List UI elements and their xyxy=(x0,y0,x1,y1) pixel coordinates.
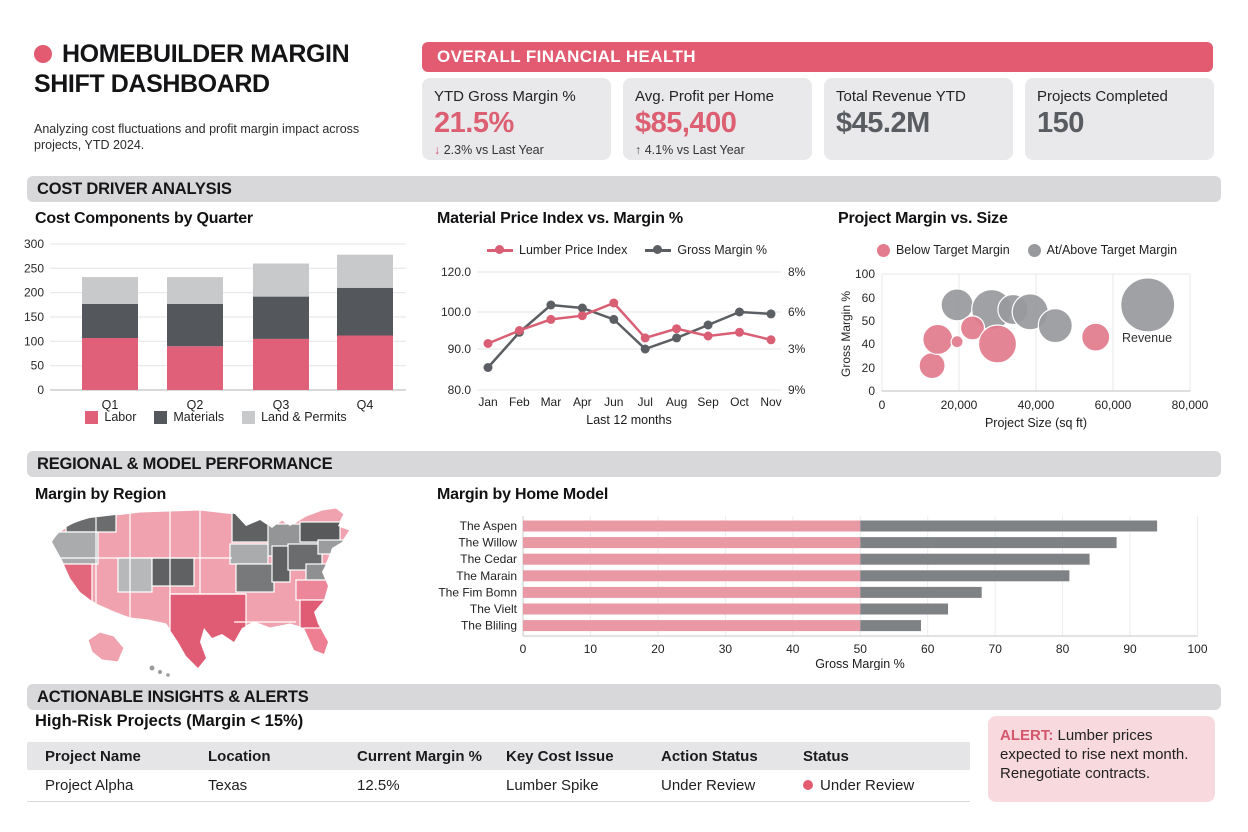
svg-text:Gross Margin %: Gross Margin % xyxy=(815,657,905,670)
svg-text:The Vielt: The Vielt xyxy=(469,602,517,616)
svg-text:Project Size (sq ft): Project Size (sq ft) xyxy=(984,416,1088,430)
svg-text:0: 0 xyxy=(37,383,44,397)
svg-text:80,000: 80,000 xyxy=(1171,398,1209,412)
table-row xyxy=(27,770,970,802)
margin-vs-size-legend: Below Target Margin At/Above Target Margin xyxy=(838,243,1216,257)
cell-current-margin: 12.5% xyxy=(357,777,400,794)
svg-text:Jun: Jun xyxy=(604,395,624,409)
kpi-delta: ↑ 4.1% vs Last Year xyxy=(635,143,745,157)
svg-text:8%: 8% xyxy=(788,265,806,279)
svg-text:Mar: Mar xyxy=(540,395,562,409)
svg-text:80: 80 xyxy=(1055,642,1070,656)
svg-text:30: 30 xyxy=(718,642,733,656)
svg-text:9%: 9% xyxy=(788,383,806,397)
svg-text:3%: 3% xyxy=(788,342,806,356)
kpi-value: $85,400 xyxy=(635,107,737,139)
chart-title-cost-components: Cost Components by Quarter xyxy=(35,210,253,227)
table-header-row xyxy=(27,742,970,770)
price-index-svg xyxy=(437,258,817,433)
col-location: Location xyxy=(208,747,271,765)
kpi-card-gross-margin xyxy=(422,78,611,160)
price-index-chart xyxy=(437,258,817,438)
svg-text:50: 50 xyxy=(853,642,867,656)
margin-vs-size-svg xyxy=(838,256,1216,434)
svg-text:Oct: Oct xyxy=(730,395,749,409)
svg-text:The Willow: The Willow xyxy=(458,535,517,550)
cell-action-status: Under Review xyxy=(661,777,756,794)
svg-text:20: 20 xyxy=(651,642,665,656)
svg-text:10: 10 xyxy=(583,642,598,656)
svg-text:100.0: 100.0 xyxy=(440,305,471,319)
alaska-shape xyxy=(88,632,124,662)
status-dot-icon xyxy=(803,780,813,790)
chart-title-price-index: Material Price Index vs. Margin % xyxy=(437,210,683,227)
kpi-delta: ↓ 2.3% vs Last Year xyxy=(434,143,544,157)
high-risk-projects-table xyxy=(27,742,970,802)
kpi-card-profit-per-home xyxy=(623,78,812,160)
svg-text:0: 0 xyxy=(878,398,886,412)
col-status: Status xyxy=(803,747,849,765)
svg-text:0: 0 xyxy=(868,384,875,398)
cell-project-name: Project Alpha xyxy=(45,777,134,794)
svg-text:200: 200 xyxy=(23,285,44,300)
down-arrow-icon: ↓ xyxy=(434,143,441,157)
us-choropleth-map xyxy=(30,502,420,685)
cost-components-legend: Labor Materials Land & Permits xyxy=(20,410,412,424)
overall-financial-health-banner xyxy=(422,42,1213,72)
svg-text:40,000: 40,000 xyxy=(1017,398,1055,412)
margin-by-model-chart xyxy=(437,508,1217,675)
svg-text:60: 60 xyxy=(861,291,875,305)
kpi-value: $45.2M xyxy=(836,107,930,139)
svg-text:The Cedar: The Cedar xyxy=(460,552,517,567)
brand-dot-icon xyxy=(34,45,52,63)
margin-line-marker xyxy=(645,249,671,252)
svg-text:Q2: Q2 xyxy=(186,398,204,412)
us-map-svg xyxy=(30,502,420,680)
kpi-value: 150 xyxy=(1037,107,1084,139)
svg-text:Apr: Apr xyxy=(572,395,592,409)
price-index-legend: Lumber Price Index Gross Margin % xyxy=(437,243,817,257)
svg-text:100: 100 xyxy=(854,267,875,281)
section-header-cost-driver: COST DRIVER ANALYSIS xyxy=(27,176,1221,202)
page-subtitle: Analyzing cost fluctuations and profit margin impact across projects, YTD 2024. xyxy=(34,121,360,152)
svg-text:60: 60 xyxy=(921,642,935,656)
svg-text:The Aspen: The Aspen xyxy=(459,519,517,533)
svg-text:20: 20 xyxy=(861,361,875,375)
svg-text:The Fim Bomn: The Fim Bomn xyxy=(438,585,517,600)
kpi-value: 21.5% xyxy=(434,107,514,139)
banner-label: OVERALL FINANCIAL HEALTH xyxy=(437,47,696,66)
svg-text:250: 250 xyxy=(23,261,44,276)
svg-text:Q4: Q4 xyxy=(356,398,374,412)
kpi-label: Avg. Profit per Home xyxy=(635,88,774,105)
svg-text:Revenue: Revenue xyxy=(1122,331,1173,345)
alert-label: ALERT: xyxy=(1000,727,1054,744)
col-current-margin: Current Margin % xyxy=(357,747,483,765)
section-header-regional: REGIONAL & MODEL PERFORMANCE xyxy=(27,451,1221,477)
alert-box xyxy=(988,716,1215,802)
kpi-card-total-revenue xyxy=(824,78,1013,160)
svg-text:100: 100 xyxy=(23,334,44,349)
kpi-card-projects-completed xyxy=(1025,78,1214,160)
alert-text: Lumber prices expected to rise next month. Renegotiate contracts. xyxy=(1000,727,1189,783)
svg-text:50: 50 xyxy=(861,314,875,328)
svg-text:Jan: Jan xyxy=(478,395,498,409)
svg-text:60,000: 60,000 xyxy=(1094,398,1132,412)
svg-text:50: 50 xyxy=(30,358,44,373)
chart-title-margin-vs-size: Project Margin vs. Size xyxy=(838,210,1008,227)
svg-text:Sep: Sep xyxy=(697,395,719,409)
hawaii-shape xyxy=(150,666,170,677)
svg-text:300: 300 xyxy=(23,237,44,251)
high-risk-projects-subtitle: High-Risk Projects (Margin < 15%) xyxy=(35,712,304,730)
kpi-label: Total Revenue YTD xyxy=(836,88,966,105)
cell-key-cost-issue: Lumber Spike xyxy=(506,777,599,794)
up-arrow-icon: ↑ xyxy=(635,143,642,157)
chart-title-margin-by-region: Margin by Region xyxy=(35,486,167,503)
svg-text:70: 70 xyxy=(988,642,1002,656)
land-permits-swatch xyxy=(242,411,255,424)
svg-text:80.0: 80.0 xyxy=(447,383,471,397)
chart-title-margin-by-model: Margin by Home Model xyxy=(437,486,609,503)
svg-text:150: 150 xyxy=(23,310,44,324)
svg-text:40: 40 xyxy=(861,337,875,351)
section-header-insights: ACTIONABLE INSIGHTS & ALERTS xyxy=(27,684,1221,710)
svg-text:90: 90 xyxy=(1123,642,1137,656)
svg-text:The Bliling: The Bliling xyxy=(460,618,517,633)
above-target-dot xyxy=(1028,244,1041,257)
kpi-label: YTD Gross Margin % xyxy=(434,88,576,105)
col-project-name: Project Name xyxy=(45,747,141,765)
svg-text:Jul: Jul xyxy=(637,395,653,409)
svg-text:90.0: 90.0 xyxy=(447,342,471,356)
col-action-status: Action Status xyxy=(661,747,758,765)
svg-text:120.0: 120.0 xyxy=(440,265,471,279)
svg-text:40: 40 xyxy=(786,642,800,656)
page-title-text: HOMEBUILDER MARGIN SHIFT DASHBOARD xyxy=(34,40,350,98)
labor-swatch xyxy=(85,411,98,424)
svg-text:0: 0 xyxy=(519,642,527,656)
cost-components-svg xyxy=(20,236,412,436)
kpi-label: Projects Completed xyxy=(1037,88,1168,105)
svg-text:100: 100 xyxy=(1187,642,1208,656)
margin-vs-size-chart xyxy=(838,256,1216,439)
svg-text:Aug: Aug xyxy=(665,395,688,409)
svg-text:The Marain: The Marain xyxy=(456,568,517,583)
svg-text:Q1: Q1 xyxy=(101,398,119,412)
svg-text:Q3: Q3 xyxy=(272,398,290,412)
svg-text:Nov: Nov xyxy=(760,395,782,409)
page-title xyxy=(34,40,364,99)
svg-text:Feb: Feb xyxy=(509,395,530,409)
svg-text:Last 12 months: Last 12 months xyxy=(586,413,672,427)
materials-swatch xyxy=(154,411,167,424)
margin-by-model-svg xyxy=(437,508,1217,670)
status-badge: Under Review xyxy=(820,777,915,794)
lumber-line-marker xyxy=(487,249,513,252)
cell-status xyxy=(785,777,970,794)
svg-text:6%: 6% xyxy=(788,305,806,319)
below-target-dot xyxy=(877,244,890,257)
col-key-cost-issue: Key Cost Issue xyxy=(506,747,614,765)
cell-location: Texas xyxy=(208,777,248,794)
svg-text:Gross Margin %: Gross Margin % xyxy=(839,290,853,378)
svg-text:20,000: 20,000 xyxy=(940,398,978,412)
